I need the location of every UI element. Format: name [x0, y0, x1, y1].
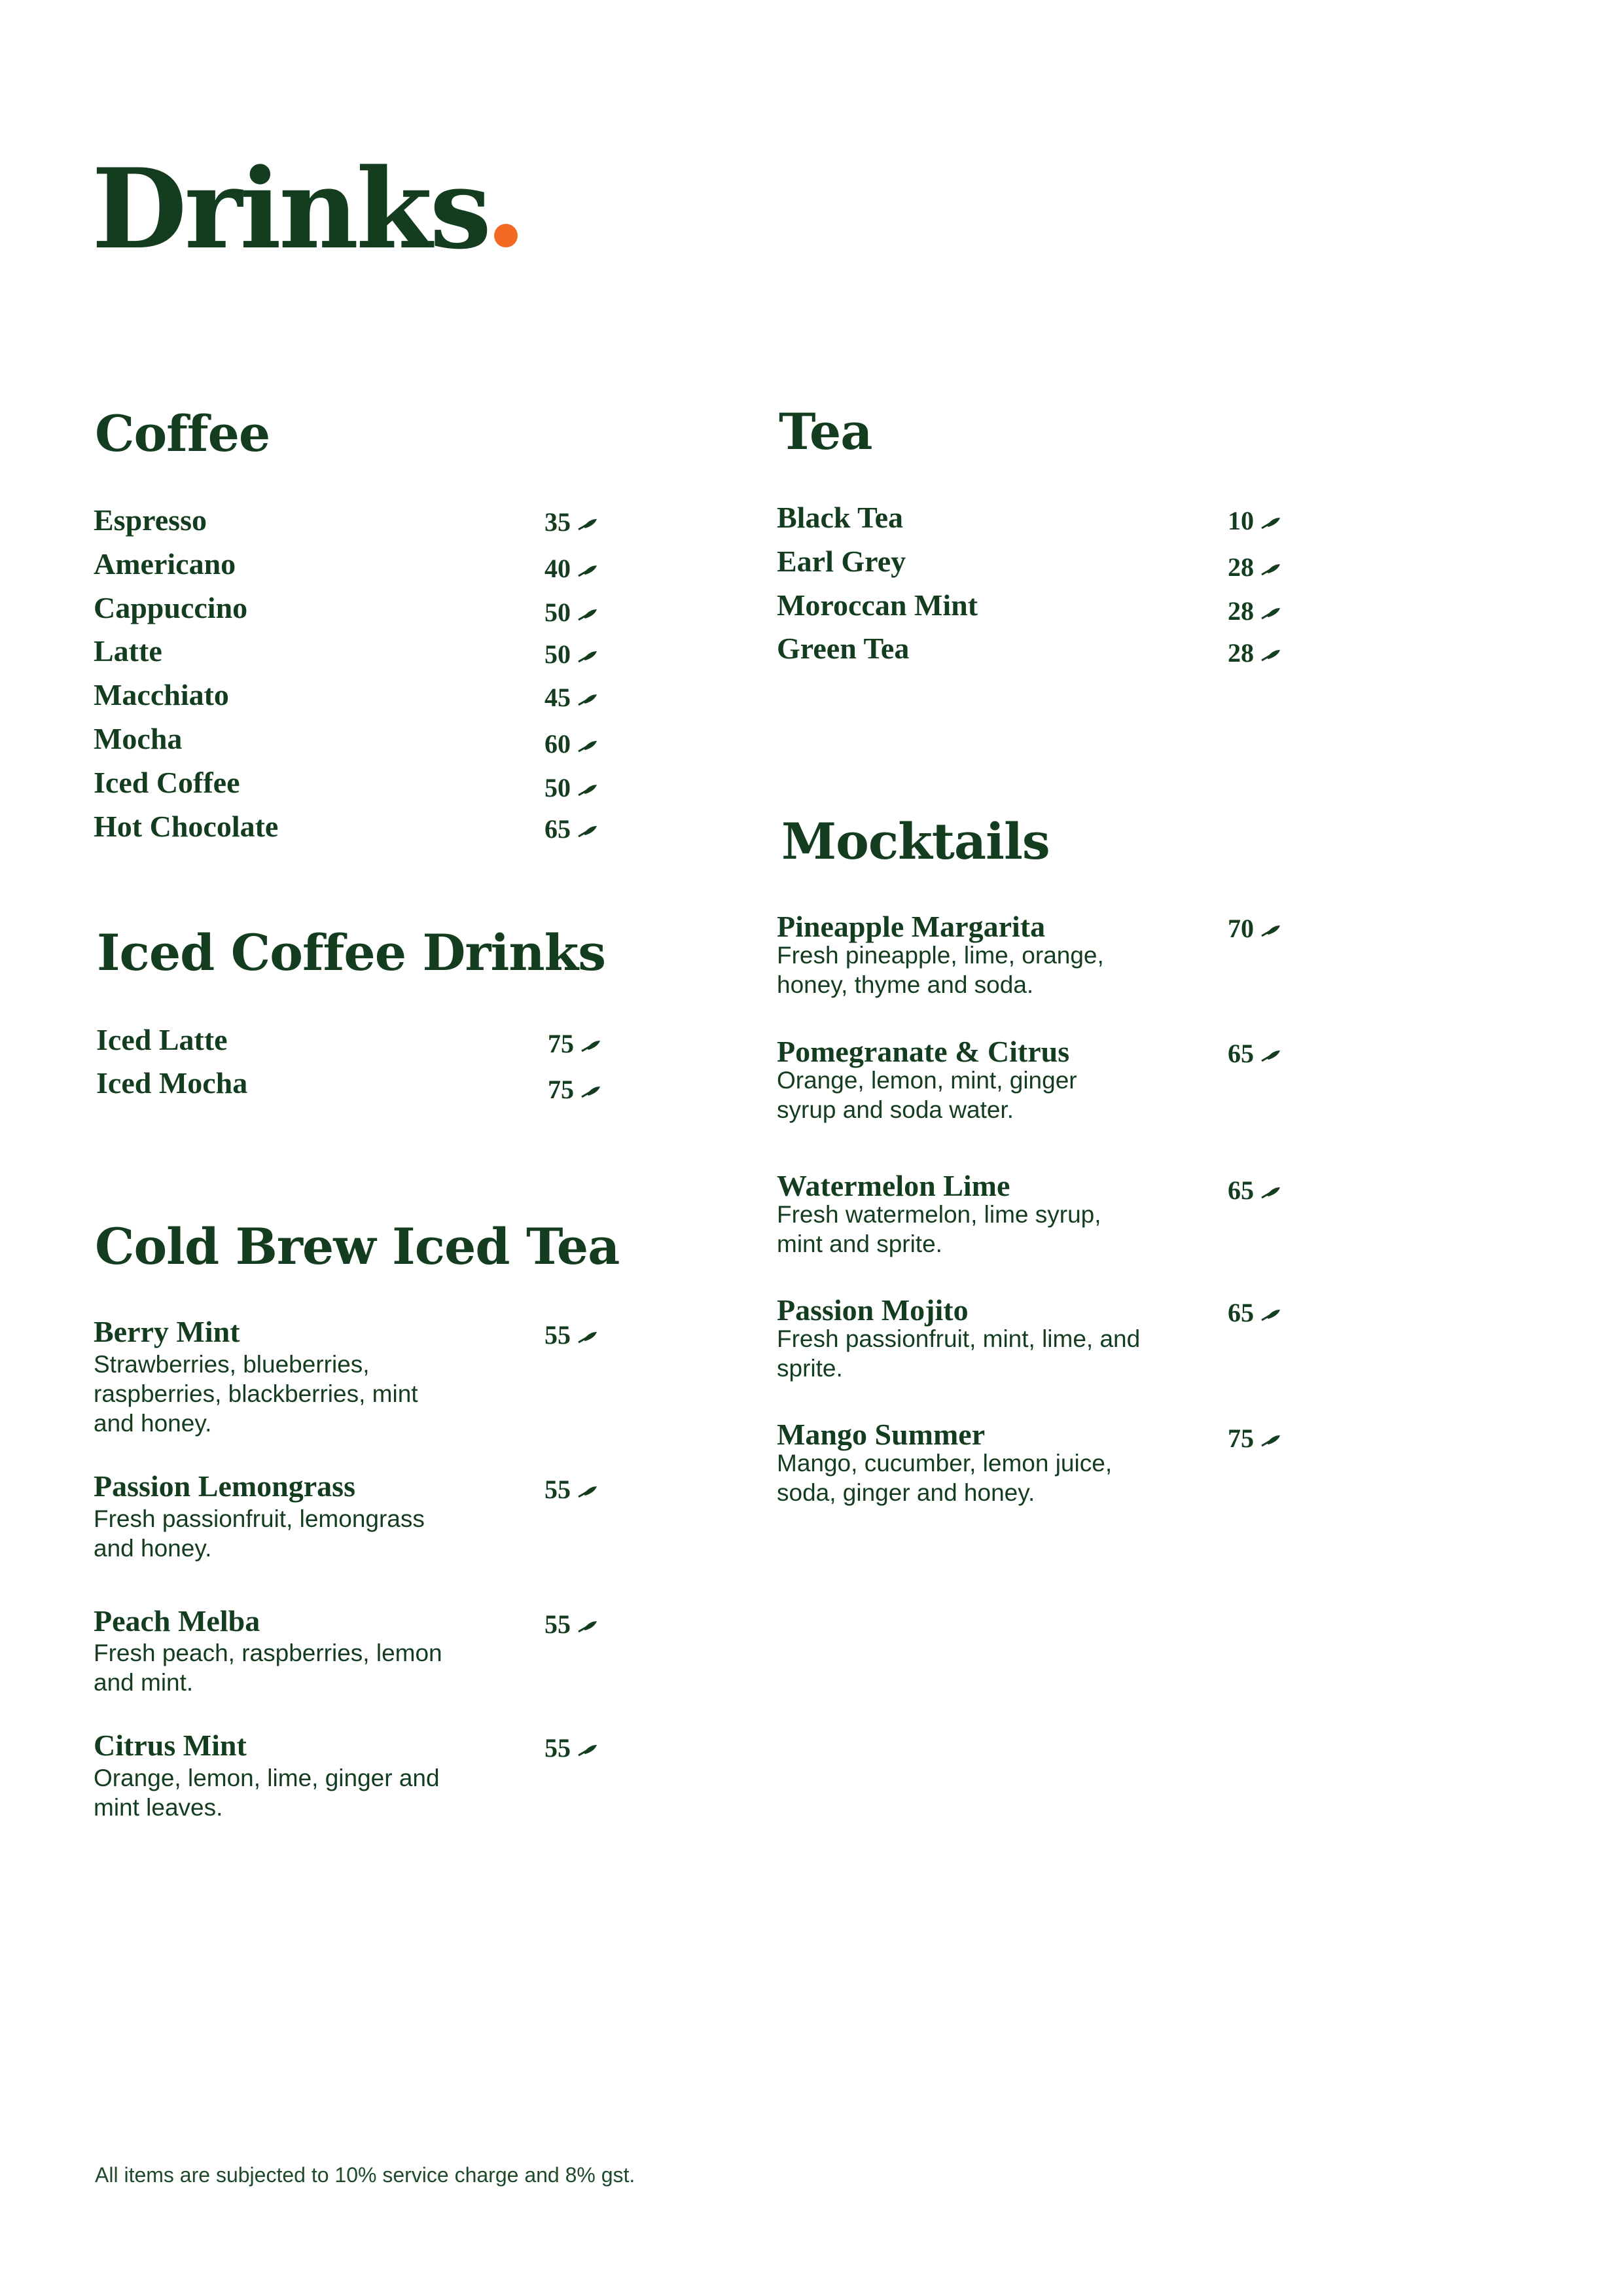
- leaf-currency-icon: [1260, 605, 1283, 621]
- menu-item-name: Green Tea: [777, 632, 910, 665]
- menu-item-description: Mango, cucumber, lemon juice, soda, ginger and honey.: [777, 1450, 1113, 1506]
- leaf-currency-icon: [577, 1484, 599, 1499]
- menu-item-price: 75: [548, 1077, 603, 1103]
- menu-item-name: Hot Chocolate: [94, 810, 279, 843]
- leaf-currency-icon: [577, 1329, 599, 1345]
- menu-item-price: 55: [544, 1611, 599, 1638]
- menu-item-price: 50: [544, 641, 599, 668]
- menu-item-price: 65: [1228, 1041, 1283, 1067]
- menu-item-price: 65: [1228, 1300, 1283, 1326]
- menu-item-price: 28: [1228, 554, 1283, 581]
- menu-item-price: 65: [544, 816, 599, 842]
- leaf-currency-icon: [1260, 562, 1283, 577]
- menu-item-name: Pineapple Margarita: [777, 910, 1046, 943]
- leaf-currency-icon: [580, 1084, 603, 1100]
- menu-item-price: 60: [544, 731, 599, 757]
- section-heading-iced-coffee-drinks: Iced Coffee Drinks: [97, 924, 606, 982]
- menu-item-price: 55: [544, 1322, 599, 1348]
- leaf-currency-icon: [1260, 1433, 1283, 1448]
- menu-item-price: 70: [1228, 916, 1283, 942]
- section-heading-mocktails: Mocktails: [781, 812, 1050, 870]
- leaf-currency-icon: [1260, 647, 1283, 663]
- leaf-currency-icon: [577, 1619, 599, 1634]
- leaf-currency-icon: [577, 692, 599, 708]
- leaf-currency-icon: [580, 1038, 603, 1054]
- menu-item-name: Passion Mojito: [777, 1293, 969, 1327]
- menu-item-price: 50: [544, 600, 599, 626]
- title-accent-dot: [494, 224, 518, 247]
- leaf-currency-icon: [577, 516, 599, 532]
- menu-item-name: Earl Grey: [777, 545, 906, 578]
- menu-item-name: Peach Melba: [94, 1604, 260, 1638]
- menu-item-price: 75: [1228, 1426, 1283, 1452]
- page-title: [92, 144, 518, 274]
- menu-item-price: 65: [1228, 1177, 1283, 1204]
- leaf-currency-icon: [577, 649, 599, 664]
- menu-item-price: 45: [544, 685, 599, 711]
- leaf-currency-icon: [1260, 1185, 1283, 1200]
- menu-item-name: Latte: [94, 634, 162, 668]
- menu-item-price: 28: [1228, 640, 1283, 666]
- menu-item-price: 55: [544, 1735, 599, 1761]
- leaf-currency-icon: [577, 782, 599, 798]
- leaf-currency-icon: [577, 607, 599, 622]
- leaf-currency-icon: [577, 563, 599, 579]
- menu-item-name: Americano: [94, 547, 236, 581]
- leaf-currency-icon: [577, 1742, 599, 1758]
- menu-item-name: Passion Lemongrass: [94, 1469, 355, 1503]
- menu-item-description: Fresh watermelon, lime syrup, mint and sprite.: [777, 1201, 1101, 1257]
- menu-item-description: Fresh passionfruit, mint, lime, and sprite.: [777, 1325, 1141, 1382]
- menu-item-name: Cappuccino: [94, 591, 248, 624]
- leaf-currency-icon: [1260, 923, 1283, 939]
- menu-item-price: 55: [544, 1477, 599, 1503]
- menu-item-price: 40: [544, 556, 599, 582]
- menu-item-name: Macchiato: [94, 678, 229, 711]
- leaf-currency-icon: [577, 823, 599, 839]
- menu-item-price: 28: [1228, 598, 1283, 624]
- page-title-text: Drinks: [92, 144, 490, 274]
- section-heading-cold-brew-iced-tea: Cold Brew Iced Tea: [95, 1217, 620, 1276]
- menu-item-name: Moroccan Mint: [777, 588, 978, 622]
- section-heading-coffee: Coffee: [95, 404, 270, 463]
- menu-item-name: Mango Summer: [777, 1418, 986, 1451]
- menu-item-description: Orange, lemon, lime, ginger and mint leaves.: [94, 1765, 440, 1821]
- leaf-currency-icon: [1260, 1307, 1283, 1323]
- menu-item-description: Orange, lemon, mint, ginger syrup and soda water.: [777, 1067, 1077, 1123]
- service-charge-note: All items are subjected to 10% service charge and 8% gst.: [95, 2163, 635, 2187]
- leaf-currency-icon: [577, 738, 599, 754]
- menu-item-description: Fresh passionfruit, lemongrass and honey.: [94, 1505, 425, 1562]
- leaf-currency-icon: [1260, 515, 1283, 531]
- menu-item-price: 75: [548, 1031, 603, 1057]
- menu-item-name: Iced Coffee: [94, 766, 240, 799]
- leaf-currency-icon: [1260, 1048, 1283, 1064]
- section-heading-tea: Tea: [779, 403, 872, 461]
- menu-item-name: Pomegranate & Citrus: [777, 1035, 1070, 1068]
- menu-item-name: Citrus Mint: [94, 1729, 247, 1762]
- menu-item-description: Fresh peach, raspberries, lemon and mint.: [94, 1640, 442, 1696]
- menu-item-name: Espresso: [94, 503, 207, 537]
- menu-item-description: Fresh pineapple, lime, orange, honey, thyme and soda.: [777, 942, 1104, 998]
- menu-item-name: Watermelon Lime: [777, 1169, 1010, 1202]
- menu-item-name: Mocha: [94, 722, 183, 755]
- menu-item-price: 35: [544, 509, 599, 535]
- menu-item-price: 10: [1228, 508, 1283, 534]
- menu-item-name: Iced Mocha: [96, 1066, 248, 1100]
- menu-item-name: Iced Latte: [96, 1023, 228, 1056]
- menu-item-price: 50: [544, 775, 599, 801]
- menu-item-description: Strawberries, blueberries, raspberries, blackberries, mint and honey.: [94, 1351, 418, 1437]
- menu-item-name: Black Tea: [777, 501, 904, 534]
- menu-item-name: Berry Mint: [94, 1315, 240, 1348]
